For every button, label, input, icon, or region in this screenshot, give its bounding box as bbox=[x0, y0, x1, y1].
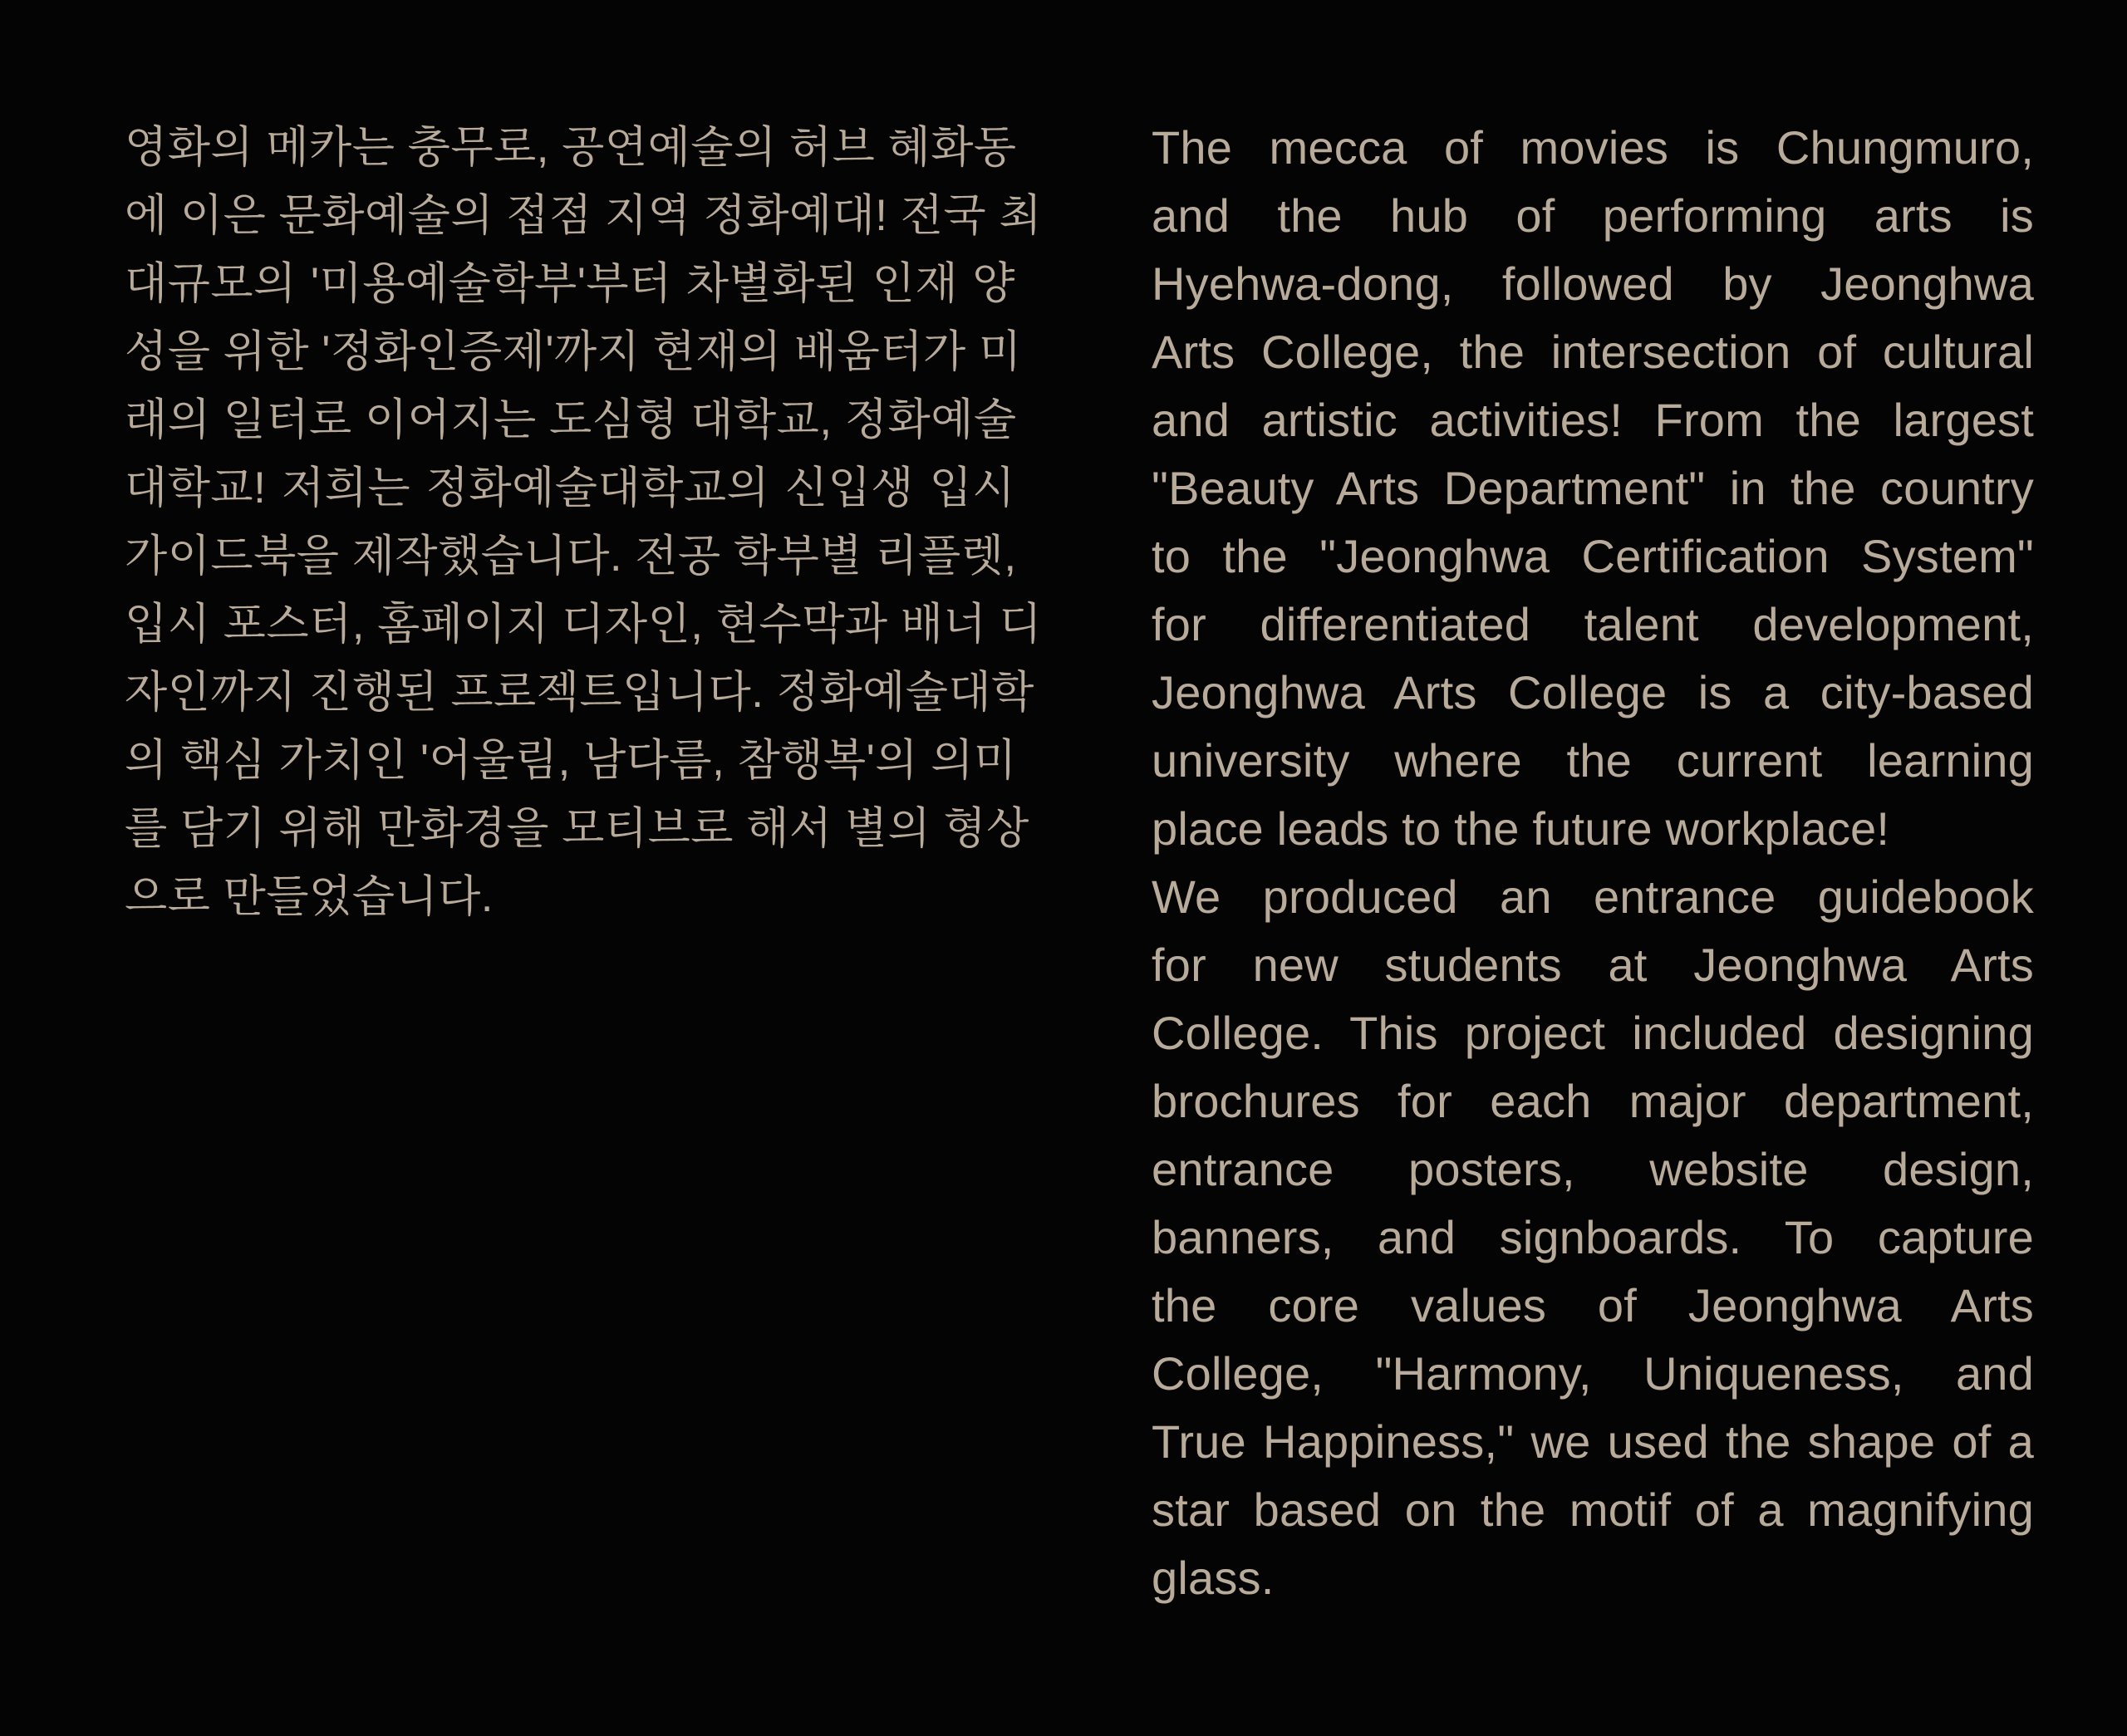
text-line: and the hub of performing arts is bbox=[1152, 189, 2034, 242]
text-line: 가이드북을 제작했습니다. 전공 학부별 리플렛, bbox=[125, 532, 1017, 581]
text-line: Jeonghwa Arts College is a city-based bbox=[1152, 666, 2034, 718]
text-line: to the "Jeonghwa Certification System" bbox=[1152, 530, 2034, 582]
korean-description-column bbox=[125, 114, 1043, 931]
text-line: for new students at Jeonghwa Arts bbox=[1152, 939, 2034, 991]
text-line: College. This project included designing bbox=[1152, 1007, 2034, 1059]
text-line: College, "Harmony, Uniqueness, and bbox=[1152, 1347, 2034, 1400]
english-description-column bbox=[1152, 114, 2034, 1612]
text-line: brochures for each major department, bbox=[1152, 1075, 2034, 1127]
text-line: 에 이은 문화예술의 접점 지역 정화예대! 전국 최 bbox=[125, 191, 1043, 240]
text-line: entrance posters, website design, bbox=[1152, 1143, 2034, 1195]
text-line: 대규모의 '미용예술학부'부터 차별화된 인재 양 bbox=[125, 259, 1015, 308]
text-line: place leads to the future workplace! bbox=[1152, 802, 1890, 855]
text-line: 의 핵심 가치인 '어울림, 남다름, 참행복'의 의미 bbox=[125, 736, 1017, 785]
text-line: We produced an entrance guidebook bbox=[1152, 870, 2034, 923]
text-line: university where the current learning bbox=[1152, 734, 2034, 787]
text-line: banners, and signboards. To capture bbox=[1152, 1211, 2034, 1263]
text-line: True Happiness," we used the shape of a bbox=[1152, 1415, 2034, 1468]
text-line: star based on the motif of a magnifying bbox=[1152, 1483, 2034, 1536]
text-line: 자인까지 진행된 프로젝트입니다. 정화예술대학 bbox=[125, 668, 1034, 717]
text-line: "Beauty Arts Department" in the country bbox=[1152, 462, 2034, 514]
text-line: 으로 만들었습니다. bbox=[125, 872, 494, 921]
text-line: 영화의 메카는 충무로, 공연예술의 허브 혜화동 bbox=[125, 123, 1017, 172]
text-line: Hyehwa-dong, followed by Jeonghwa bbox=[1152, 257, 2034, 310]
text-line: 를 담기 위해 만화경을 모티브로 해서 별의 형상 bbox=[125, 804, 1029, 853]
text-line: glass. bbox=[1152, 1552, 1275, 1604]
text-line: the core values of Jeonghwa Arts bbox=[1152, 1279, 2034, 1331]
text-line: 입시 포스터, 홈페이지 디자인, 현수막과 배너 디 bbox=[125, 600, 1043, 649]
text-line: The mecca of movies is Chungmuro, bbox=[1152, 121, 2034, 174]
text-line: for differentiated talent development, bbox=[1152, 598, 2034, 650]
text-line: Arts College, the intersection of cultural bbox=[1152, 326, 2034, 378]
text-line: 성을 위한 '정화인증제'까지 현재의 배움터가 미 bbox=[125, 327, 1022, 376]
text-line: 래의 일터로 이어지는 도심형 대학교, 정화예술 bbox=[125, 395, 1017, 444]
text-line: 대학교! 저희는 정화예술대학교의 신입생 입시 bbox=[125, 463, 1015, 512]
text-line: and artistic activities! From the largest bbox=[1152, 394, 2034, 446]
